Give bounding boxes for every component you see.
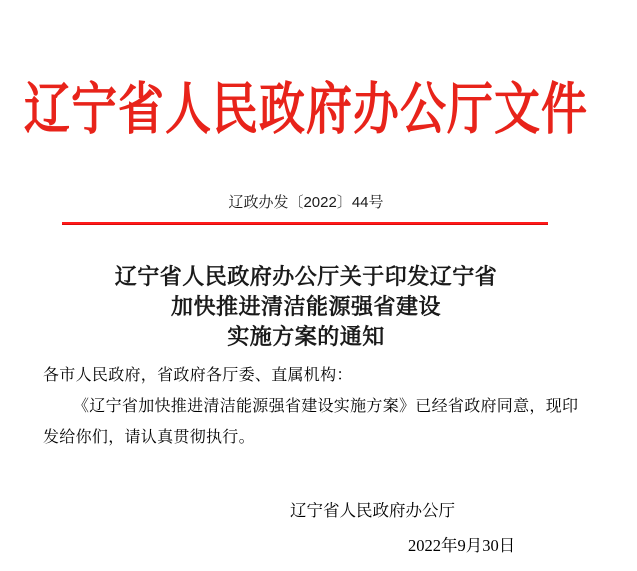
notice-title-line-2: 加快推进清洁能源强省建设 [170,294,441,319]
red-divider-line [62,222,548,225]
issue-date: 2022年9月30日 [408,536,516,555]
issuing-office-signature: 辽宁省人民政府办公厅 [290,501,455,520]
document-body [43,360,583,453]
body-line-1: 《辽宁省加快推进清洁能源强省建设实施方案》已经省政府同意，现印 [73,398,579,415]
body-line-2: 发给你们，请认真贯彻执行。 [43,429,255,446]
red-letterhead-title: 辽宁省人民政府办公厅文件 [24,78,588,141]
document-number: 辽政办发〔2022〕44号 [228,194,384,211]
notice-title [0,262,612,352]
salutation-line: 各市人民政府，省政府各厅委、直属机构： [43,367,353,384]
notice-title-line-1: 辽宁省人民政府办公厅关于印发辽宁省 [114,264,498,289]
notice-title-line-3: 实施方案的通知 [227,324,385,349]
